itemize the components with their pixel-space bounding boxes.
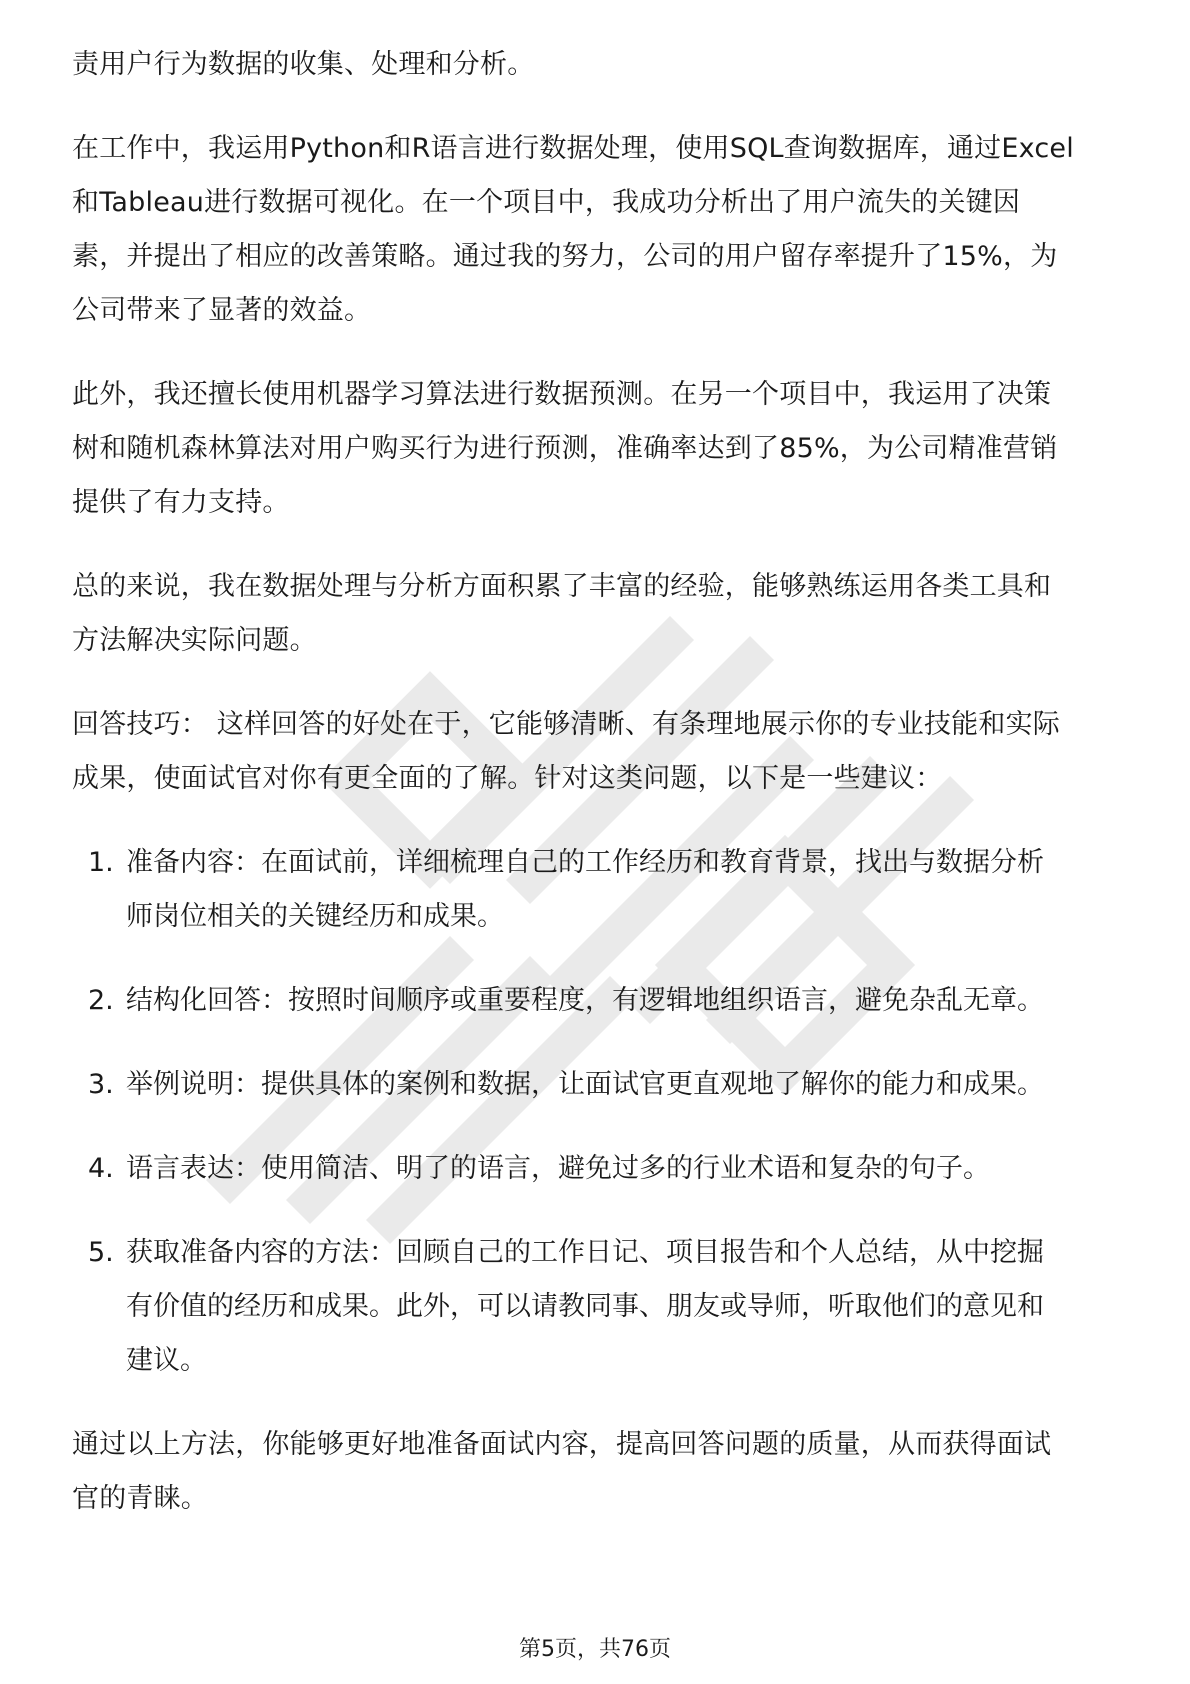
list-number: 1.	[88, 847, 114, 878]
list-item	[72, 974, 1124, 1028]
text-line: 公司带来了显著的效益。	[72, 295, 372, 326]
text-line: 语言表达：使用简洁、明了的语言，避免过多的行业术语和复杂的句子。	[126, 1153, 990, 1184]
text-line: 素，并提出了相应的改善策略。通过我的努力，公司的用户留存率提升了15%，为	[72, 241, 1058, 272]
text-line: 有价值的经历和成果。此外，可以请教同事、朋友或导师，听取他们的意见和	[126, 1291, 1044, 1322]
text-line: 成果，使面试官对你有更全面的了解。针对这类问题，以下是一些建议：	[72, 763, 943, 794]
tips-list	[72, 836, 1124, 1388]
paragraph	[72, 38, 1124, 92]
text-line: 和Tableau进行数据可视化。在一个项目中，我成功分析出了用户流失的关键因	[72, 187, 1021, 218]
text-line: 获取准备内容的方法：回顾自己的工作日记、项目报告和个人总结，从中挖掘	[126, 1237, 1044, 1268]
text-line: 提供了有力支持。	[72, 487, 290, 518]
paragraph	[72, 122, 1124, 338]
text-line: 师岗位相关的关键经历和成果。	[126, 901, 504, 932]
text-line: 此外，我还擅长使用机器学习算法进行数据预测。在另一个项目中，我运用了决策	[72, 379, 1052, 410]
paragraph	[72, 560, 1124, 668]
list-item	[72, 1058, 1124, 1112]
list-item	[72, 1142, 1124, 1196]
text-line: 在工作中，我运用Python和R语言进行数据处理，使用SQL查询数据库，通过Excel	[72, 133, 1074, 164]
list-item	[72, 836, 1124, 944]
page-footer: 第5页，共76页	[519, 1637, 671, 1662]
list-number: 5.	[88, 1237, 114, 1268]
text-line: 通过以上方法，你能够更好地准备面试内容，提高回答问题的质量，从而获得面试	[72, 1429, 1052, 1460]
paragraph	[72, 368, 1124, 530]
text-line: 方法解决实际问题。	[72, 625, 317, 656]
list-number: 3.	[88, 1069, 114, 1100]
list-item	[72, 1226, 1124, 1388]
text-line: 责用户行为数据的收集、处理和分析。	[72, 49, 535, 80]
list-number: 4.	[88, 1153, 114, 1184]
text-line: 准备内容：在面试前，详细梳理自己的工作经历和教育背景，找出与数据分析	[126, 847, 1044, 878]
text-line: 举例说明：提供具体的案例和数据，让面试官更直观地了解你的能力和成果。	[126, 1069, 1044, 1100]
paragraph	[72, 698, 1124, 806]
list-number: 2.	[88, 985, 114, 1016]
text-line: 树和随机森林算法对用户购买行为进行预测，准确率达到了85%，为公司精准营销	[72, 433, 1058, 464]
document-page	[72, 38, 1124, 1556]
text-line: 回答技巧： 这样回答的好处在于，它能够清晰、有条理地展示你的专业技能和实际	[72, 709, 1060, 740]
text-line: 建议。	[126, 1345, 207, 1376]
text-line: 总的来说，我在数据处理与分析方面积累了丰富的经验，能够熟练运用各类工具和	[72, 571, 1052, 602]
paragraph-conclusion	[72, 1418, 1124, 1526]
text-line: 官的青睐。	[72, 1483, 208, 1514]
text-line: 结构化回答：按照时间顺序或重要程度，有逻辑地组织语言，避免杂乱无章。	[126, 985, 1044, 1016]
